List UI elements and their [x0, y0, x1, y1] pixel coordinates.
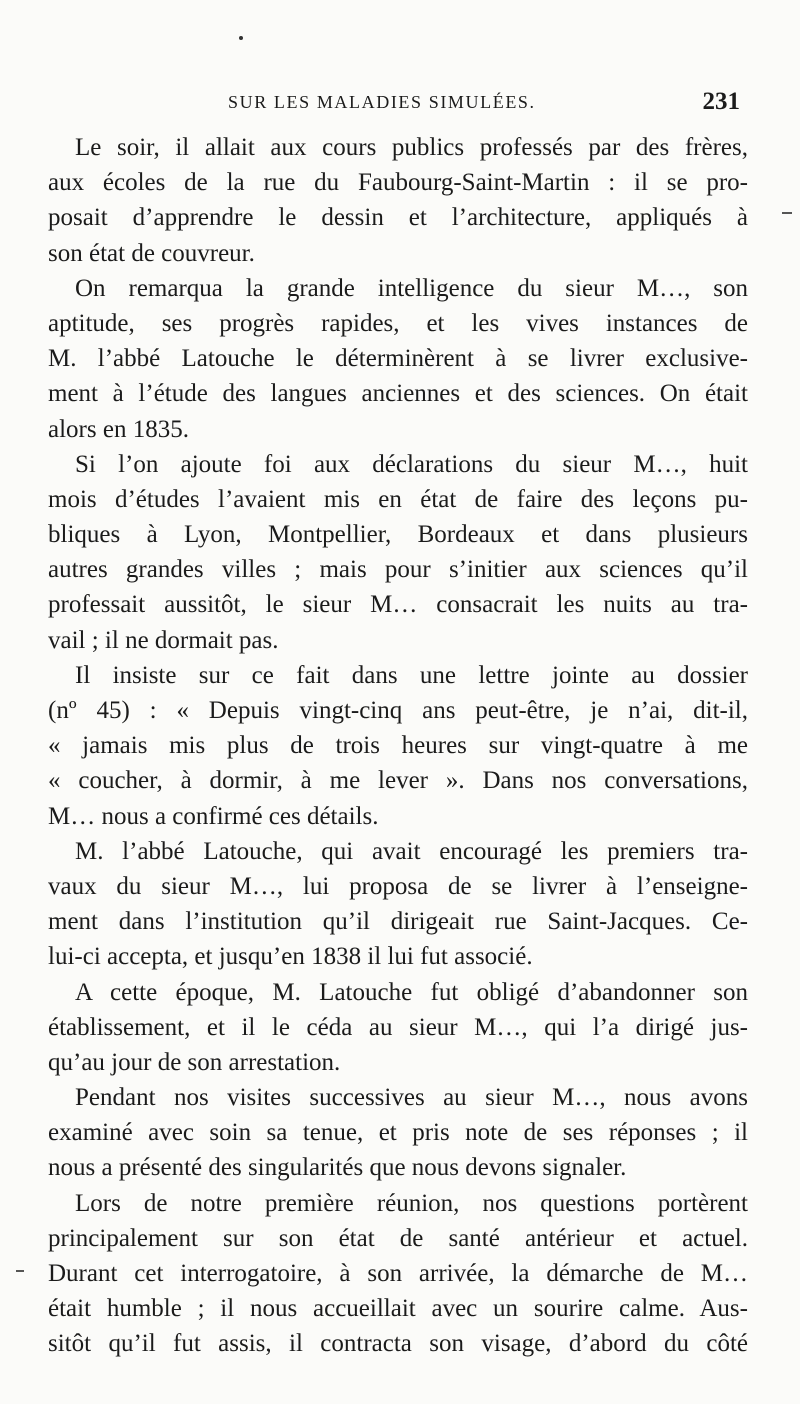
running-title: SUR LES MALADIES SIMULÉES.	[228, 92, 536, 112]
margin-mark	[16, 1270, 24, 1272]
text-line: vaux du sieur M…, lui proposa de se livrer à l’enseigne-	[48, 872, 748, 900]
text-line: professait aussitôt, le sieur M… consacrait les nuits au tra-	[48, 591, 748, 619]
text-line: alors en 1835.	[48, 415, 189, 443]
text-line: établissement, et il le céda au sieur M…, qui l’a dirigé jus-	[48, 1013, 748, 1041]
text-line: aptitude, ses progrès rapides, et les vives instances de	[48, 309, 748, 337]
text-line: principalement sur son état de santé antérieur et actuel.	[48, 1224, 748, 1252]
text-line: examiné avec soin sa tenue, et pris note de ses réponses ; il	[48, 1119, 748, 1147]
text-line: M. l’abbé Latouche, qui avait encouragé les premiers tra-	[75, 837, 748, 865]
text-line: M… nous a confirmé ces détails.	[48, 802, 379, 830]
paragraph	[48, 271, 748, 447]
ink-speck	[239, 36, 243, 40]
text-line: autres grandes villes ; mais pour s’initier aux sciences qu’il	[48, 556, 748, 584]
text-line: (nº 45) : « Depuis vingt-cinq ans peut-être, je n’ai, dit-il,	[48, 697, 748, 724]
text-line: « coucher, à dormir, à me lever ». Dans nos conversations,	[48, 767, 748, 795]
body-text	[48, 130, 748, 1362]
paragraph	[48, 447, 748, 658]
page-number: 231	[702, 88, 740, 115]
text-line: bliques à Lyon, Montpellier, Bordeaux et dans plusieurs	[48, 521, 748, 549]
text-line: Durant cet interrogatoire, à son arrivée, la démarche de M…	[48, 1260, 748, 1287]
text-line: mois d’études l’avaient mis en état de faire des leçons pu-	[48, 485, 748, 513]
paragraph	[48, 1186, 748, 1362]
margin-mark	[782, 212, 792, 214]
text-line: lui-ci accepta, et jusqu’en 1838 il lui fut associé.	[48, 943, 533, 971]
paragraph	[48, 975, 748, 1081]
text-line: M. l’abbé Latouche le déterminèrent à se livrer exclusive-	[48, 345, 748, 373]
text-line: nous a présenté des singularités que nous devons signaler.	[48, 1154, 627, 1182]
text-line: Pendant nos visites successives au sieur M…, nous avons	[75, 1084, 748, 1112]
text-line: ment à l’étude des langues anciennes et des sciences. On était	[48, 380, 748, 408]
text-line: sitôt qu’il fut assis, il contracta son visage, d’abord du côté	[48, 1330, 748, 1358]
text-line: On remarqua la grande intelligence du sieur M…, son	[75, 274, 748, 302]
text-line: Si l’on ajoute foi aux déclarations du sieur M…, huit	[75, 450, 748, 478]
text-line: était humble ; il nous accueillait avec un sourire calme. Aus-	[48, 1295, 748, 1323]
text-line: qu’au jour de son arrestation.	[48, 1048, 341, 1076]
paragraph	[48, 658, 748, 834]
text-line: son état de couvreur.	[48, 239, 255, 267]
text-line: Il insiste sur ce fait dans une lettre jointe au dossier	[75, 661, 748, 689]
text-line: Le soir, il allait aux cours publics professés par des frères,	[75, 134, 748, 161]
text-line: « jamais mis plus de trois heures sur vingt-quatre à me	[48, 732, 748, 760]
text-line: aux écoles de la rue du Faubourg-Saint-Martin : il se pro-	[48, 169, 748, 197]
text-line: vail ; il ne dormait pas.	[48, 626, 279, 654]
paragraph	[48, 1080, 748, 1186]
text-line: A cette époque, M. Latouche fut obligé d’abandonner son	[75, 978, 748, 1006]
paragraph	[48, 834, 748, 975]
paragraph	[48, 130, 748, 271]
page-header	[228, 88, 740, 126]
text-line: Lors de notre première réunion, nos questions portèrent	[75, 1189, 748, 1217]
text-line: ment dans l’institution qu’il dirigeait rue Saint-Jacques. Ce-	[48, 908, 748, 936]
text-line: posait d’apprendre le dessin et l’architecture, appliqués à	[48, 204, 748, 232]
